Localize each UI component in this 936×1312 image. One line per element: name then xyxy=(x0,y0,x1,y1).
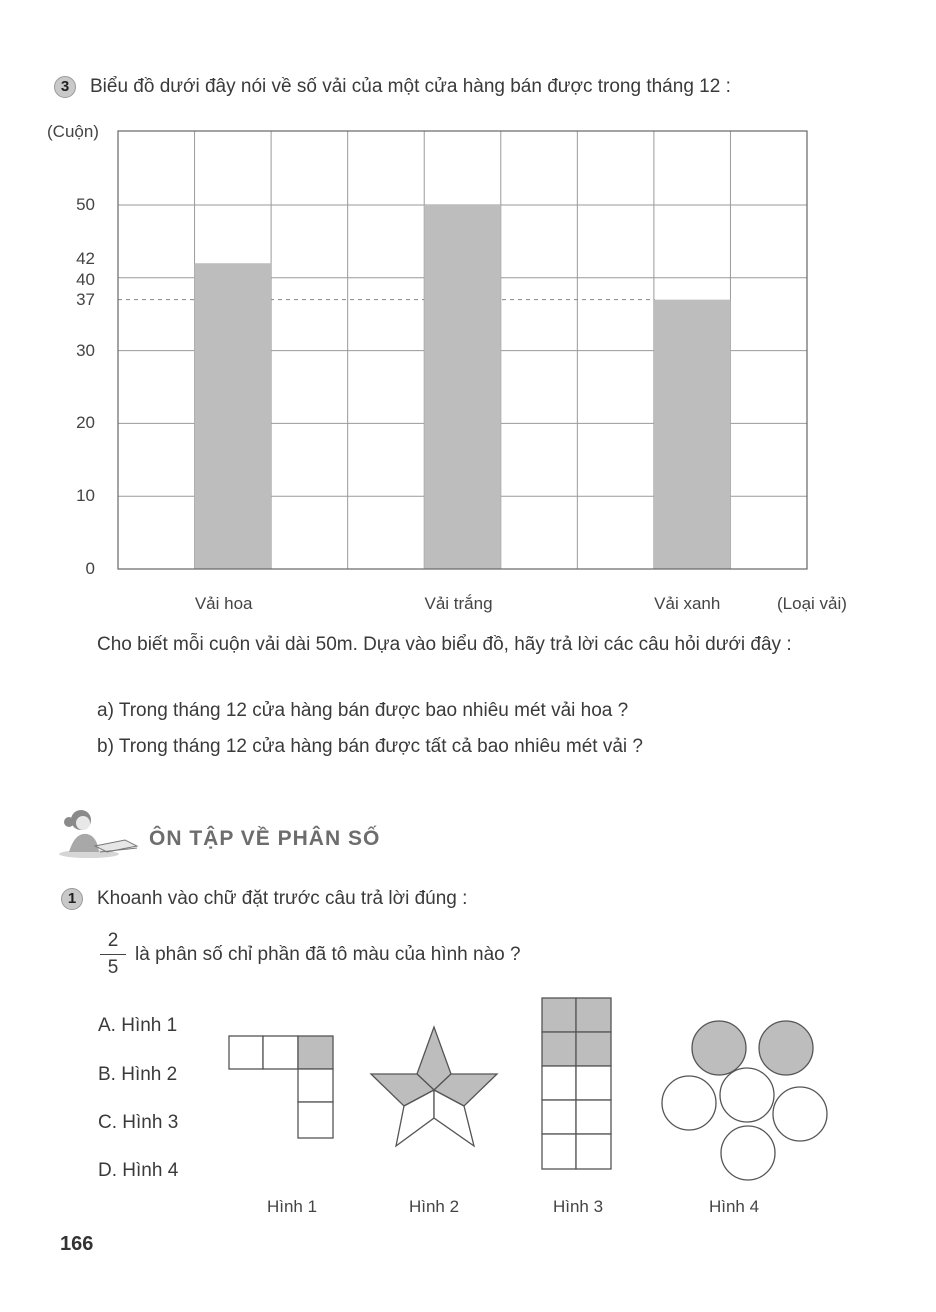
y-tick-label: 30 xyxy=(76,340,95,360)
bar-2 xyxy=(424,205,501,569)
y-tick-label: 42 xyxy=(76,249,95,269)
fraction-figures xyxy=(0,990,936,1200)
figure-1 xyxy=(229,1036,333,1138)
figure-caption-2: Hình 2 xyxy=(408,1197,460,1216)
fraction-denominator: 5 xyxy=(107,957,119,978)
y-axis-label: (Cuộn) xyxy=(47,122,99,141)
exercise-number-badge: 1 xyxy=(61,888,83,910)
option-a[interactable]: A. Hình 1 xyxy=(98,1015,178,1036)
girl-reading-icon xyxy=(55,806,139,858)
figure-3 xyxy=(542,998,611,1169)
figure-caption-3: Hình 3 xyxy=(552,1197,604,1216)
x-tick-label: Vải xanh xyxy=(654,594,721,613)
figure-2 xyxy=(371,1027,497,1146)
fraction xyxy=(100,930,126,979)
y-tick-label: 0 xyxy=(85,559,95,578)
fraction-question: là phân số chỉ phần đã tô màu của hình nào ? xyxy=(135,944,521,965)
figure-caption-1: Hình 1 xyxy=(266,1197,318,1216)
figure-caption-4: Hình 4 xyxy=(708,1197,760,1216)
figure-4 xyxy=(662,1021,827,1180)
y-tick-label: 20 xyxy=(76,413,95,433)
page-number: 166 xyxy=(60,1233,94,1255)
option-c[interactable]: C. Hình 3 xyxy=(98,1112,179,1133)
y-tick-label: 50 xyxy=(76,195,95,214)
option-b[interactable]: B. Hình 2 xyxy=(98,1064,178,1085)
x-axis-label: (Loại vải) xyxy=(777,594,847,613)
exercise-prompt: Khoanh vào chữ đặt trước câu trả lời đúng : xyxy=(97,888,468,909)
y-tick-label: 37 xyxy=(76,289,95,309)
y-tick-label: 40 xyxy=(76,269,95,289)
y-tick-label: 10 xyxy=(76,486,95,506)
bar-1 xyxy=(195,263,272,569)
question-b: b) Trong tháng 12 cửa hàng bán được tất cả bao nhiêu mét vải ? xyxy=(97,736,643,757)
exercise-number-badge: 3 xyxy=(54,76,76,98)
section-title: ÔN TẬP VỀ PHÂN SỐ xyxy=(149,827,381,850)
exercise-prompt: Biểu đồ dưới đây nói về số vải của một cửa hàng bán được trong tháng 12 : xyxy=(90,76,731,97)
x-tick-label: Vải hoa xyxy=(194,594,253,613)
bar-3 xyxy=(654,300,731,569)
bar-chart xyxy=(0,0,936,640)
option-d[interactable]: D. Hình 4 xyxy=(98,1160,179,1181)
instructions-text: Cho biết mỗi cuộn vải dài 50m. Dựa vào biểu đồ, hãy trả lời các câu hỏi dưới đây : xyxy=(97,634,792,655)
chart-svg xyxy=(0,0,936,640)
fraction-bar xyxy=(100,954,126,955)
x-tick-label: Vải trắng xyxy=(424,594,493,613)
fraction-numerator: 2 xyxy=(107,930,119,951)
question-a: a) Trong tháng 12 cửa hàng bán được bao nhiêu mét vải hoa ? xyxy=(97,700,629,721)
chart-bars xyxy=(195,205,731,569)
